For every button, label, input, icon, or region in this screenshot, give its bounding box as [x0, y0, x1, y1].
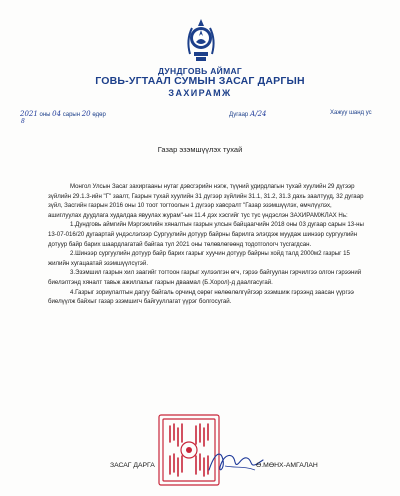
month-value: 04 — [52, 110, 62, 118]
day-value: 20 — [81, 110, 91, 118]
header-order-title: ЗАХИРАМЖ — [168, 88, 232, 98]
year-value: 2021 — [20, 110, 38, 118]
paragraph-item-2: 2.Шинээр сургуулийн дотуур байр барих газрыг хуучин дотуур байрны хойд талд 2000м2 газрыг 15 жилийн хугацаатай эзэмшүүлсүгэй. — [48, 250, 350, 267]
paragraph-item-4: 4.Газрыг зориулалтын дагуу байгаль орчинд сөрөг нөлөөлөлгүйгээр эзэмшиж гэрээнд заасан үүргээ биелүүлж байхыг газар эзэмшигч байгууллагат үүрэг болгосугай. — [48, 288, 354, 306]
document-body — [48, 182, 364, 307]
order-number-label: Дугаар — [229, 112, 249, 118]
month-label: сарын — [62, 112, 81, 118]
paragraph-item-3: 3.Эзэмшил газрын хил заагийг тогтоон газрыг хулээлгэн өгч, гэрээ байгуулан гэрчилгээ олгон гэрээний биелэлтэнд хяналт тавьж ажиллахыг газрын дваамал (Б.Хорол)-д даалгасугай. — [48, 269, 362, 286]
paragraph-item-1: 1.Дундговь аймгийн Мэргэжлийн хяналтын газрын улсын байцаагчийн 2018 оны 03 дугаар сарын 13-ны 13-07-016/20 дугаартай ундэслэлээр Сургуулийн дотуур байрны барилга элэгдэж муудаж шинээр сургуулийн дотуур байр барих шаардлагатай байгаа тул 2021 оны төлөвлөгөөнд тодотгологч тусгагдсан. — [48, 221, 364, 248]
page-mark: 8 — [21, 118, 25, 125]
signatory-name: Ө.МӨНХ-АМГАЛАН — [256, 462, 318, 469]
header-governor-office: ГОВЬ-УГТААЛ СУМЫН ЗАСАГ ДАРГЫН — [95, 75, 305, 87]
header-aimag: ДУНДГОВЬ АЙМАГ — [157, 66, 243, 76]
day-label: өдөр — [92, 112, 106, 118]
document-title: Газар эзэмшүүлэх тухай — [157, 145, 243, 154]
signatory-position: ЗАСАГ ДАРГА — [110, 462, 155, 469]
paragraph-preamble: Монгол Улсын Засаг захиргааны нутаг дэвсгэрийн нэгж, түүний удирдлагын тухай хуулийн 29 дүгээр зүйлийн 29.1.3-ийн "Г" заалт, Газрын тухай хуулийн 31 дүгээр зүйлийн 31.1, 31.2, 31.3 дахь заалтууд, 32 дугаар зүйл, Засгийн газрын 2016 оны 10 тоот тогтоолын 1 дүгээр хавсралт "Газар эзэмшүүлэх, өмчлүүлэх, ашиглуулах дуудлага худалдаа явуулах журам"-ын 11.4 дэх хэсгийг тус тус үндэслэн ЗАХИРАМЖЛАХ Нь: — [48, 183, 364, 219]
place-name: Хажуу шанд ус — [330, 110, 372, 116]
order-number-line — [229, 110, 267, 118]
date-line — [20, 110, 106, 118]
order-number-value: А/24 — [249, 110, 267, 118]
state-emblem-icon — [184, 18, 218, 64]
year-label: оны — [39, 112, 51, 118]
